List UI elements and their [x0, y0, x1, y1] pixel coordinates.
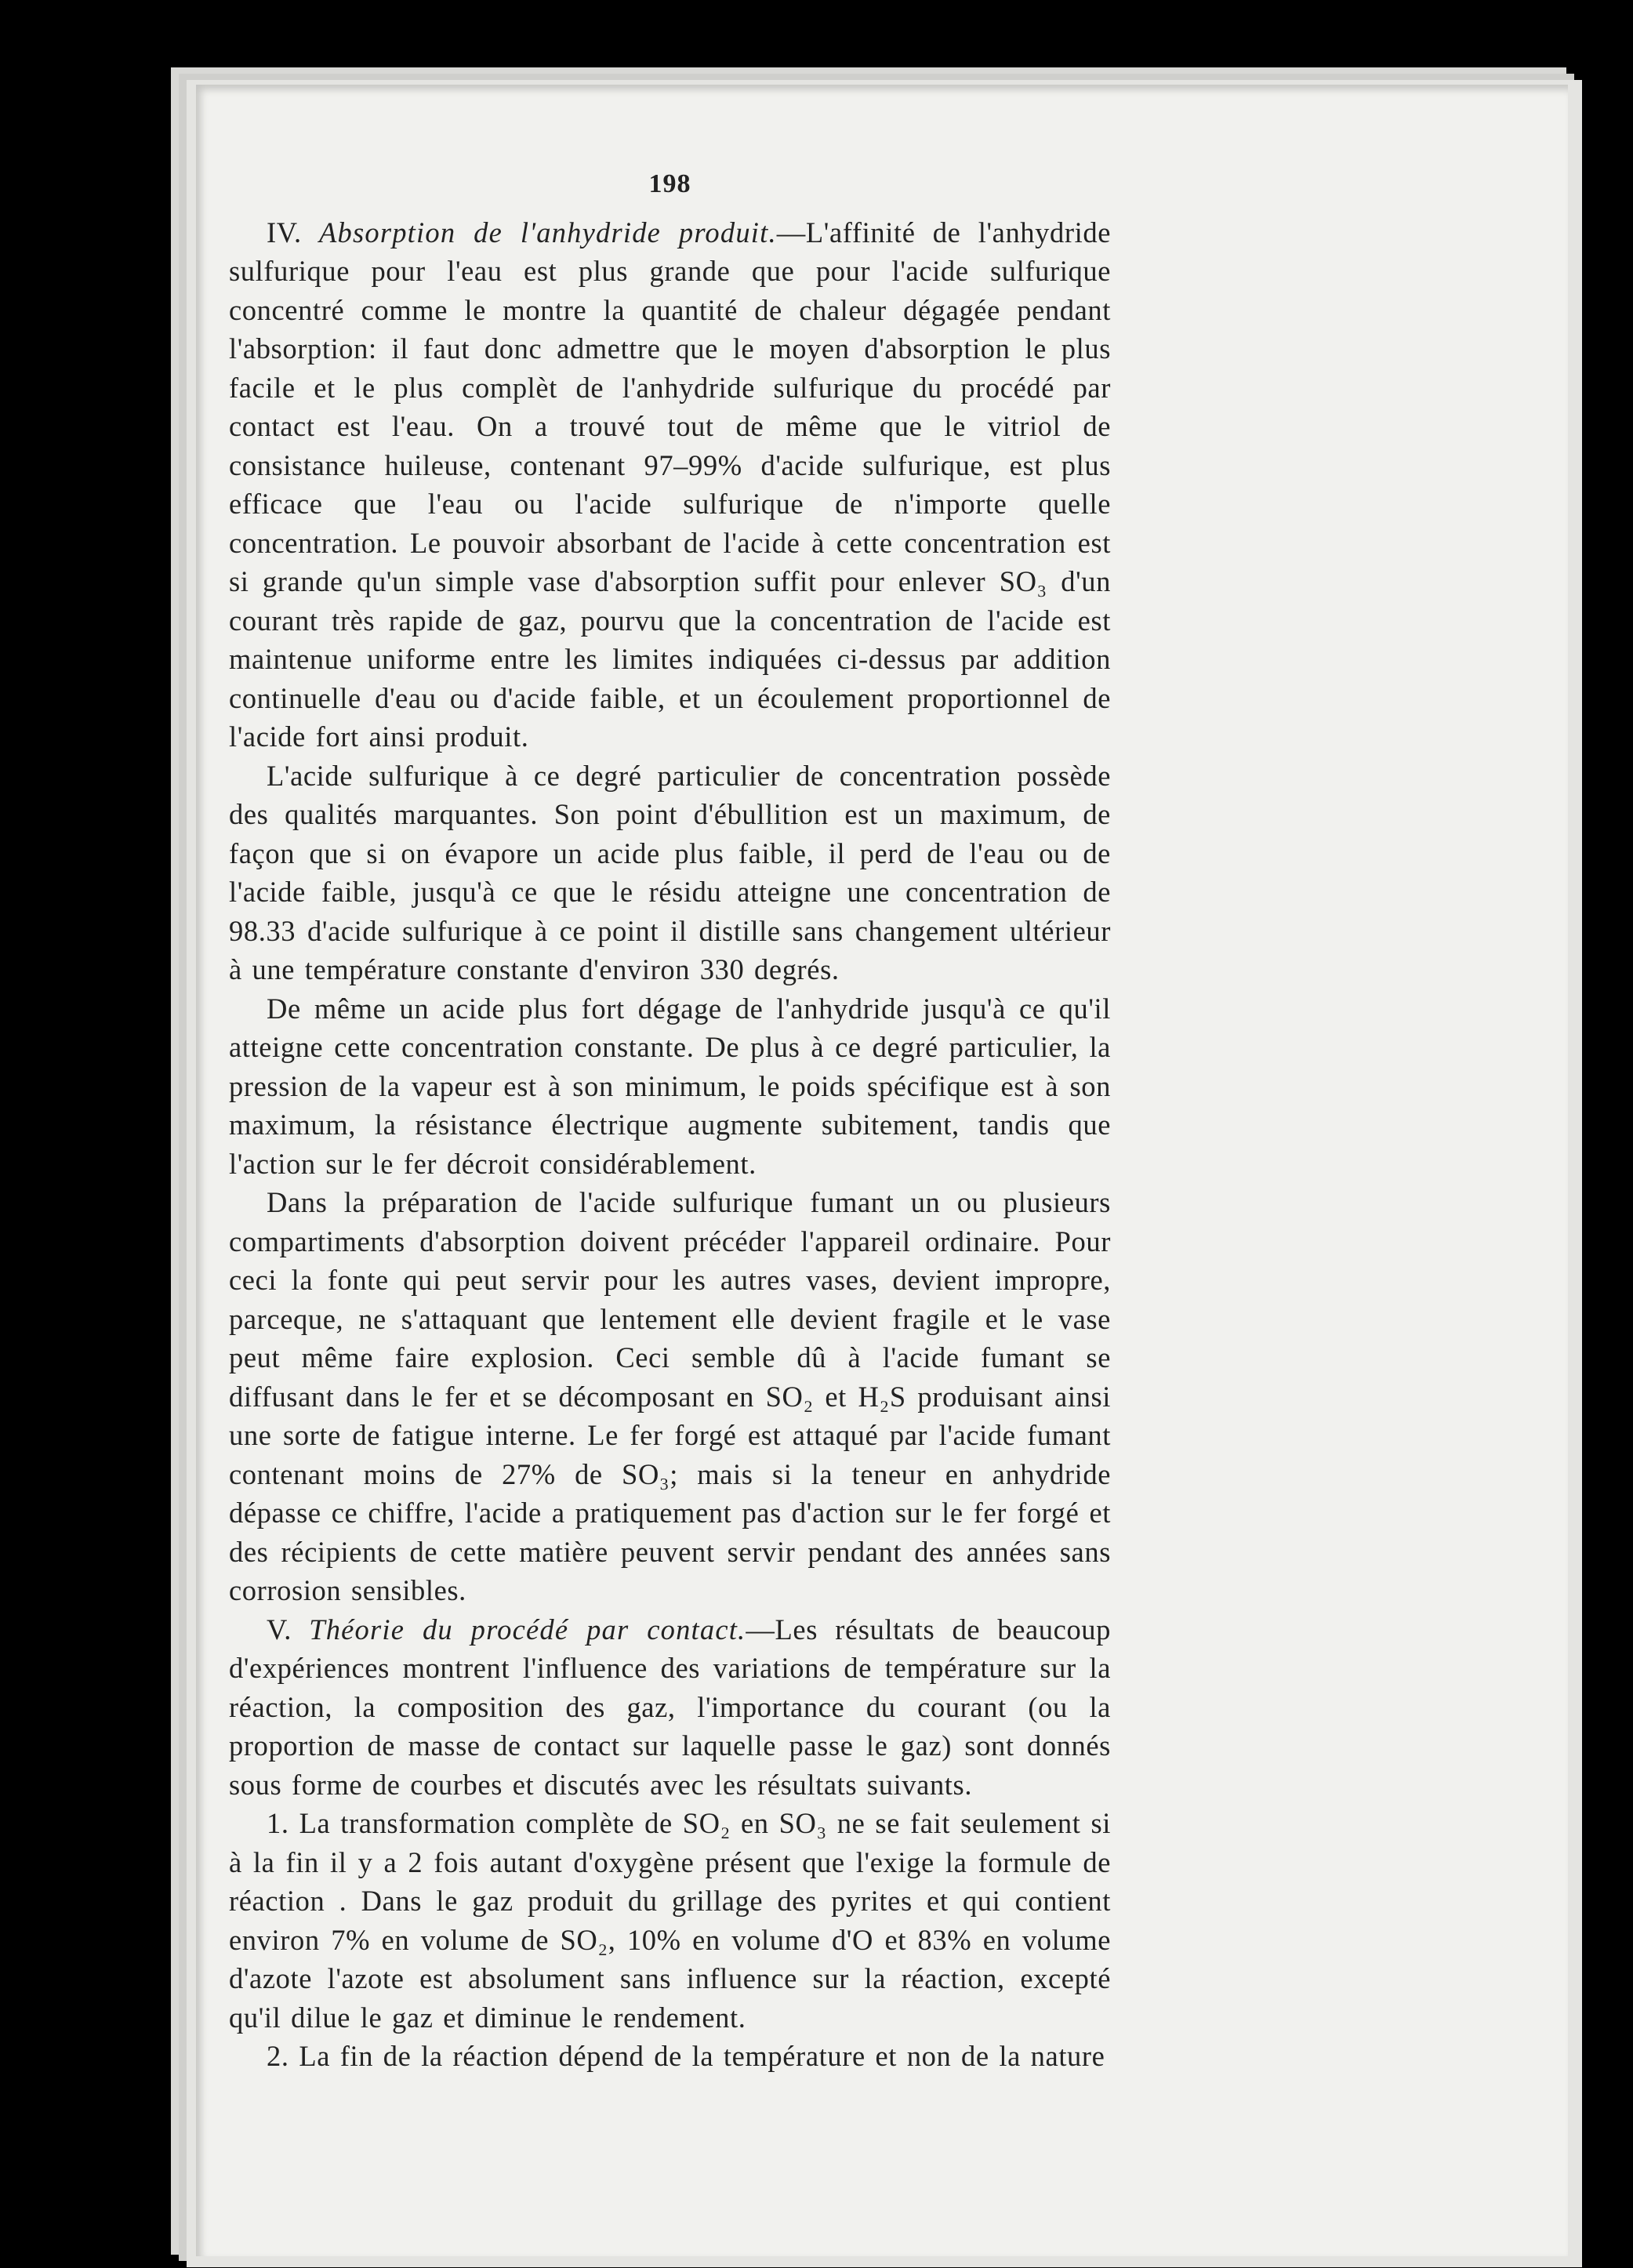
section-v-paragraph — [229, 1610, 1111, 1805]
section-title: Théorie du procédé par contact. — [309, 1613, 746, 1646]
section-iv-paragraph — [229, 213, 1111, 757]
item-number: 2. — [267, 2040, 289, 2072]
numbered-item — [229, 1804, 1111, 2037]
title-dash: — — [746, 1613, 775, 1646]
paragraph: Dans la préparation de l'acide sulfurique fumant un ou plusieurs compartiments d'absorption doivent précéder l'appareil ordinaire. Pour ceci la fonte qui peut servir pour les autres vases, devient impropre, parceque, ne s'attaquant que lentement elle devient fragile et le vase peut même faire explosion. Ceci semble dû à l'acide fumant se diffusant dans le fer et se décomposant en SO₂ et H₂S produisant ainsi une sorte de fatigue interne. Le fer forgé est attaqué par l'acide fumant contenant moins de 27% de SO₃; mais si la teneur en anhydride dépasse ce chiffre, l'acide a pratiquement pas d'action sur le fer forgé et des récipients de cette matière peuvent servir pendant des années sans corrosion sensibles. — [229, 1186, 1111, 1606]
section-number: IV. — [267, 216, 302, 249]
section-title: Absorption de l'anhydride produit. — [319, 216, 777, 249]
paragraph-text: Les résultats de beaucoup d'expériences montrent l'influence des variations de température sur la réaction, la composition des gaz, l'importance du courant (ou la proportion de masse de contact sur laquelle passe le gaz) sont donnés sous forme de courbes et discutés avec les résultats suivants. — [229, 1613, 1111, 1801]
paragraph-text: L'affinité de l'anhydride sulfurique pour l'eau est plus grande que pour l'acide sulfurique concentré comme le montre la quantité de chaleur dégagée pendant l'absorption: il faut donc admettre que le moyen d'absorption le plus facile et le plus complèt de l'anhydride sulfurique du procédé par contact est l'eau. On a trouvé tout de même que le vitriol de consistance huileuse, contenant 97–99% d'acide sulfurique, est plus efficace que l'eau ou l'acide sulfurique de n'importe quelle concentration. Le pouvoir absorbant de l'acide à cette concentration est si grande qu'un simple vase d'absorption suffit pour enlever SO₃ d'un courant très rapide de gaz, pourvu que la concentration de l'acide est maintenue uniforme entre les limites indiquées ci-dessus par addition continuelle d'eau ou d'acide faible, et un écoulement proportionnel de l'acide fort ainsi produit. — [229, 216, 1111, 753]
text-column — [229, 165, 1111, 2076]
title-dash: — — [776, 216, 806, 249]
item-number: 1. — [267, 1807, 289, 1839]
item-text: La transformation complète de SO₂ en SO₃ ne se fait seulement si à la fin il y a 2 fois autant d'oxygène présent que l'exige la formule de réaction . Dans le gaz produit du grillage des pyrites et qui contient environ 7% en volume de SO₂, 10% en volume d'O et 83% en volume d'azote l'azote est absolument sans influence sur la réaction, excepté qu'il dilue le gaz et diminue le rendement. — [229, 1807, 1111, 2034]
paragraph: De même un acide plus fort dégage de l'anhydride jusqu'à ce qu'il atteigne cette concentration constante. De plus à ce degré particulier, la pression de la vapeur est à son minimum, le poids spécifique est à son maximum, la résistance électrique augmente subitement, tandis que l'action sur le fer décroit considérablement. — [229, 992, 1111, 1180]
section-number: V. — [267, 1613, 292, 1646]
item-text: La fin de la réaction dépend de la température et non de la nature — [299, 2040, 1105, 2072]
numbered-item — [229, 2037, 1111, 2076]
paragraph: L'acide sulfurique à ce degré particulier de concentration possède des qualités marquantes. Son point d'ébullition est un maximum, de façon que si on évapore un acide plus faible, il perd de l'eau ou de l'acide faible, jusqu'à ce que le résidu atteigne une concentration de 98.33 d'acide sulfurique à ce point il distille sans changement ultérieur à une température constante d'environ 330 degrés. — [229, 759, 1111, 985]
page-number: 198 — [648, 169, 691, 198]
